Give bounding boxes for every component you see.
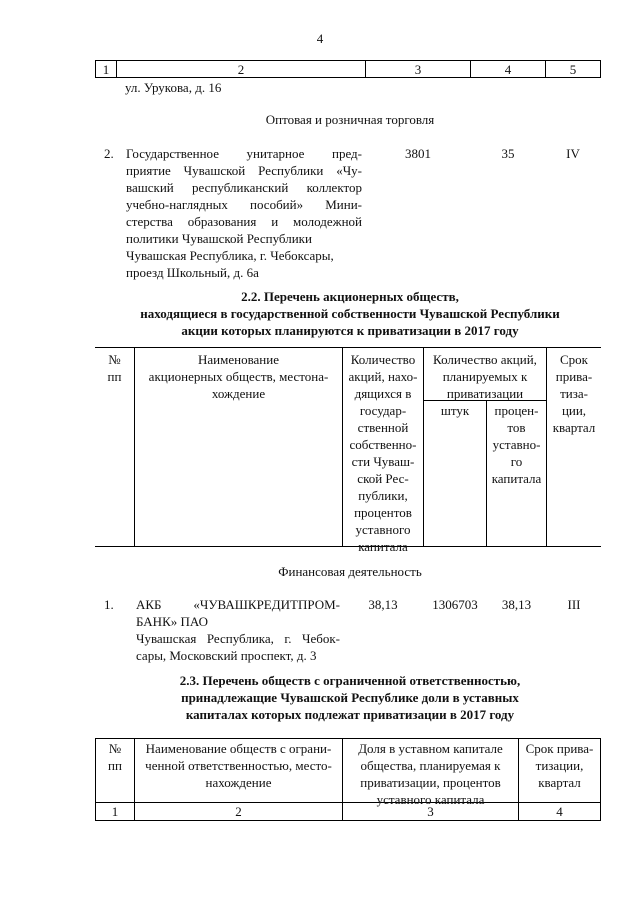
header-line: ченной ответственностью, место- [145,758,332,773]
header-percent [487,402,546,487]
entry-line: сары, Московский проспект, д. 3 [136,648,317,663]
entry-line: БАНК» ПАО [136,614,209,629]
header-line: прива- [555,369,593,384]
header-line: приватизации, процентов [360,775,501,790]
header-name [135,351,342,402]
header-line: сти Чуваш- [351,454,415,469]
entry-description [126,145,362,281]
entry-col4: 35 [501,146,515,161]
header-line: квартал [538,775,581,790]
header-line: хождение [211,386,266,401]
entry-line: приятие Чувашской Республики «Чу- [126,163,362,178]
entry-number: 2. [104,146,114,161]
llc-col-number: 4 [556,804,563,819]
entry-line: политики Чувашской Республики [126,231,312,246]
entry-quantity: 38,13 [368,597,398,612]
header-line: общества, планируемая к [360,758,501,773]
top-col-number: 5 [569,62,577,77]
header-line: уставно- [492,437,541,452]
header-line: квартал [552,420,596,435]
header-line: Доля в уставном капитале [358,741,503,756]
entry-number: 1. [104,597,114,612]
top-col-number: 2 [237,62,245,77]
entry-line: Чувашская Республика, г. Чебоксары, [126,248,334,263]
header-line: ции, [561,403,587,418]
header-line: уставного капитала [376,792,485,807]
top-col-number: 1 [102,62,110,77]
page-number: 4 [316,31,324,46]
llc-header-name [135,740,342,791]
header-line: государ- [359,403,407,418]
header-line: приватизации [446,386,524,401]
header-line: Срок прива- [525,741,594,756]
header-line: № [108,352,121,367]
llc-header-term [519,740,600,791]
entry-line: учебно-наглядных пособий» Мини- [126,197,362,212]
entry-line: стерства образования и молодежной [126,214,362,229]
header-line: Количество [350,352,416,367]
entry-line: АКБ «ЧУВАШКРЕДИТПРОМ- [136,597,340,612]
header-line: тизации, [535,758,584,773]
header-line: ской Рес- [357,471,409,486]
header-line: Наименование обществ с ограни- [145,741,332,756]
entry-col5: IV [566,146,580,161]
header-line: Количество акций, [433,352,537,367]
header-line: планируемых к [442,369,528,384]
title-line: акции которых планируются к приватизации в 2017 году [181,323,519,338]
entry-col3: 3801 [405,146,431,161]
header-line: уставного [355,522,411,537]
header-line: акций, нахо- [348,369,418,384]
category-heading: Оптовая и розничная торговля [265,112,435,127]
section-2-3-title [60,672,640,723]
top-col-number: 4 [504,62,512,77]
header-line: капитала [358,539,408,554]
entry-description [136,596,340,664]
entry-line: Государственное унитарное пред- [126,146,362,161]
llc-col-number: 3 [427,804,434,819]
header-line: штук [440,403,470,418]
entry-term: III [567,597,581,612]
header-line: нахождение [205,775,272,790]
title-line: 2.3. Перечень обществ с ограниченной ответственностью, [179,673,521,688]
header-line: процен- [494,403,539,418]
entry-line: проезд Школьный, д. 6а [126,265,259,280]
header-line: пп [107,369,122,384]
header-term [547,351,601,436]
llc-col-number: 1 [111,804,119,819]
header-quantity [343,351,423,555]
section-2-2-title [60,288,640,339]
entry-percent: 38,13 [501,597,532,612]
entry-pieces: 1306703 [432,597,478,612]
header-line: капитала [491,471,542,486]
header-line: тиза- [560,386,588,401]
entry-line: вашский республиканский коллектор [126,180,362,195]
llc-header-share [343,740,518,808]
category-heading: Финансовая деятельность [278,564,422,579]
header-line: пп [108,758,122,773]
header-line: го [510,454,523,469]
title-line: принадлежащие Чувашской Республике доли в уставных [181,690,519,705]
title-line: 2.2. Перечень акционерных обществ, [241,289,459,304]
header-line: процентов [354,505,412,520]
header-line: акционерных обществ, местона- [148,369,329,384]
entry-line: Чувашская Республика, г. Чебок- [136,631,340,646]
title-line: находящиеся в государственной собственности Чувашской Республики [140,306,560,321]
continued-address: ул. Урукова, д. 16 [125,80,222,95]
top-col-number: 3 [414,62,422,77]
llc-col-number: 2 [235,804,242,819]
header-line: ственной [357,420,409,435]
header-line: Наименование [198,352,279,367]
llc-header-num [96,740,134,774]
header-line: собственно- [349,437,417,452]
header-line: тов [507,420,526,435]
header-line: № [108,741,122,756]
header-pieces [424,402,486,419]
header-num [95,351,134,385]
header-line: дящихся в [354,386,412,401]
header-planned [424,351,546,402]
title-line: капиталах которых подлежат приватизации в 2017 году [185,707,515,722]
header-line: публики, [358,488,408,503]
header-line: Срок [560,352,588,367]
